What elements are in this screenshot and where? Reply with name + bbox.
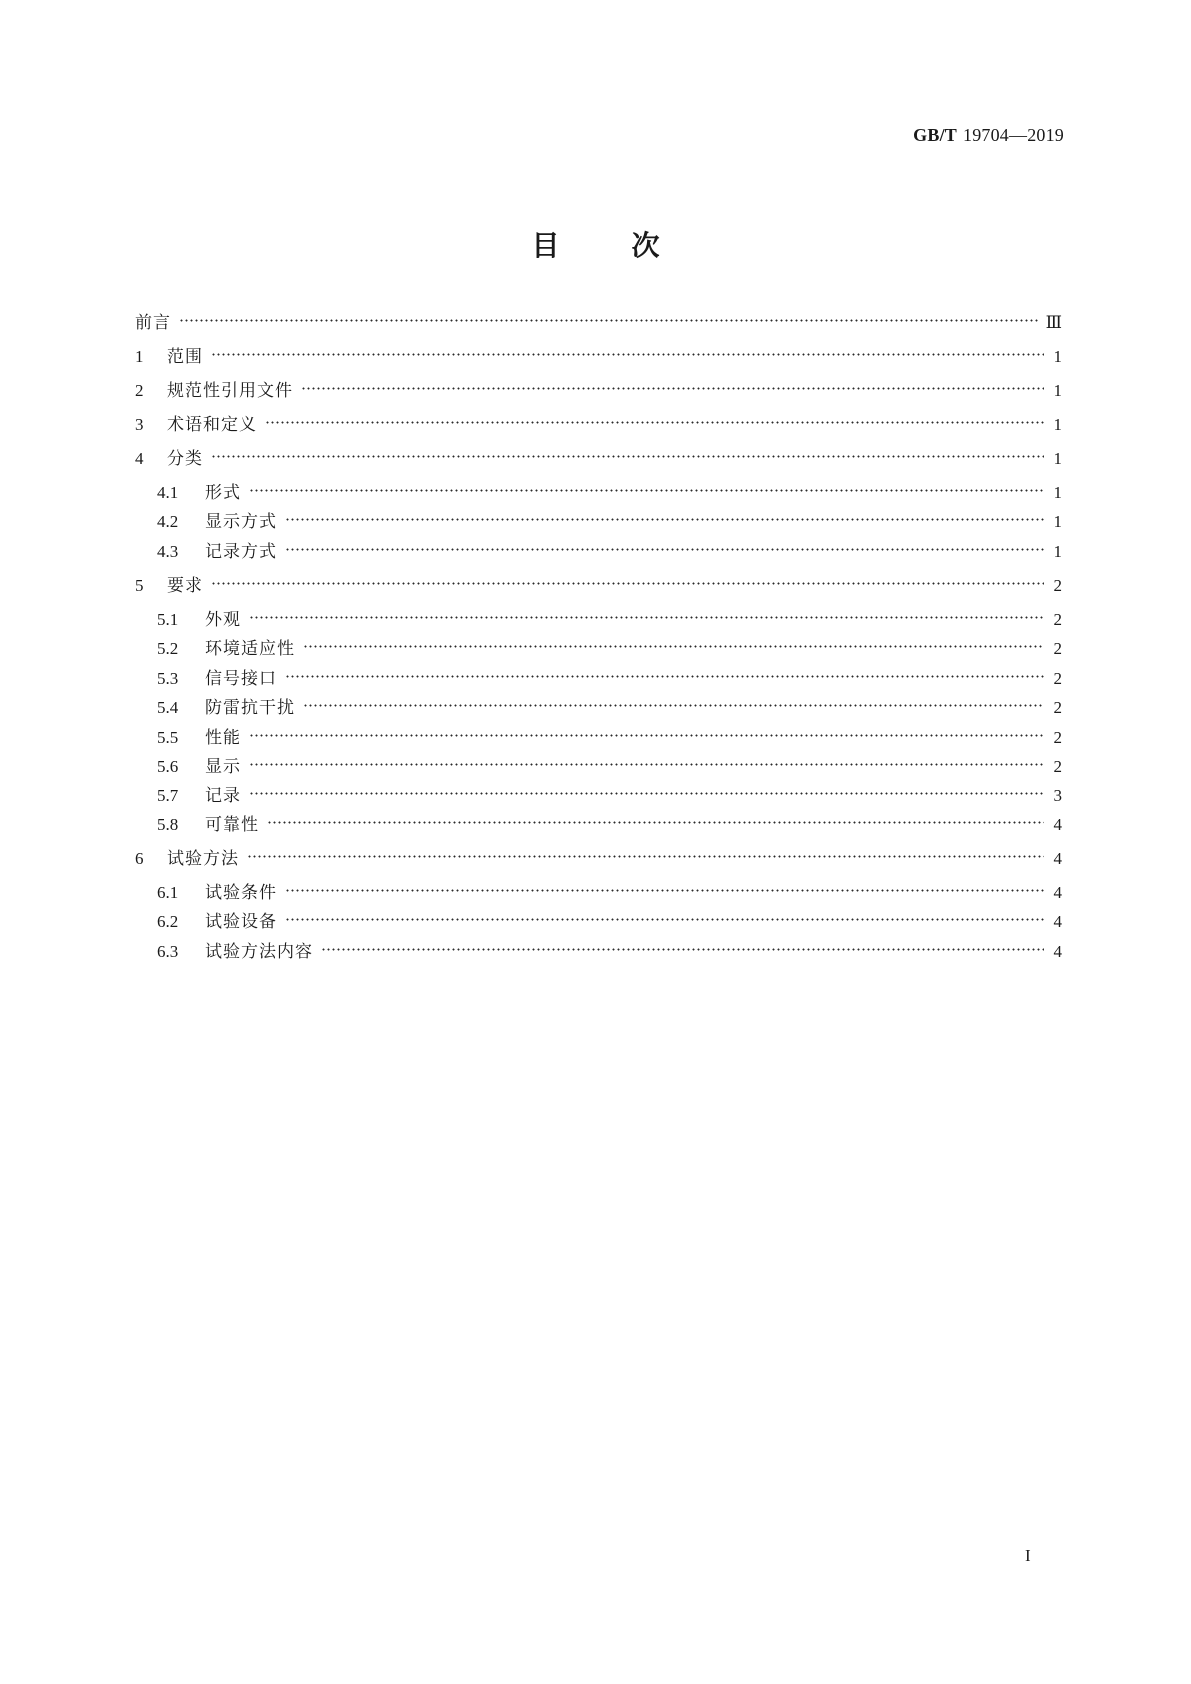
- toc-entry-page: 1: [1053, 483, 1062, 502]
- standard-code: [913, 125, 1064, 146]
- toc-entry-label: 试验方法内容: [205, 942, 313, 962]
- toc-entry-leader-dots: [285, 903, 1044, 927]
- toc-entry-number: 4.3: [157, 542, 179, 561]
- toc-entry[interactable]: [157, 533, 1062, 562]
- toc-entry-number: 6: [135, 849, 144, 868]
- toc-entry-number: 4.2: [157, 512, 179, 531]
- toc-entry[interactable]: [135, 372, 1062, 401]
- toc-entry[interactable]: [157, 503, 1062, 532]
- toc-entry-label: 可靠性: [205, 815, 259, 835]
- toc-entry-label: 记录: [205, 786, 241, 806]
- toc-entry-number: 5.7: [157, 786, 179, 805]
- toc-entry-page: 1: [1053, 449, 1062, 468]
- toc-entry[interactable]: [157, 748, 1062, 777]
- toc-entry-label: 规范性引用文件: [167, 381, 293, 401]
- toc-entry-leader-dots: [211, 567, 1044, 591]
- toc-entry-number: 5.2: [157, 639, 179, 658]
- toc-entry[interactable]: [157, 933, 1062, 962]
- toc-entry-page: 4: [1053, 883, 1062, 902]
- toc-entry[interactable]: [157, 630, 1062, 659]
- toc-entry-leader-dots: [179, 304, 1038, 328]
- toc-entry-page: 2: [1053, 669, 1062, 688]
- toc-entry-label: 试验方法: [167, 849, 239, 869]
- toc-entry-leader-dots: [303, 630, 1044, 654]
- toc-entry[interactable]: [135, 567, 1062, 596]
- toc-entry-label: 防雷抗干扰: [205, 698, 295, 718]
- toc-entry-number: 6.3: [157, 942, 179, 961]
- toc-entry-page: 2: [1053, 610, 1062, 629]
- toc-entry-label: 信号接口: [205, 669, 277, 689]
- toc-entry-page: 1: [1053, 381, 1062, 400]
- toc-entry-leader-dots: [285, 660, 1044, 684]
- toc-entry-page: 1: [1053, 347, 1062, 366]
- toc-entry-label: 显示方式: [205, 512, 277, 532]
- toc-entry[interactable]: [157, 601, 1062, 630]
- toc-entry-label: 试验条件: [205, 883, 277, 903]
- toc-entry[interactable]: [157, 474, 1062, 503]
- toc-entry-page: 1: [1053, 542, 1062, 561]
- toc-entry-label: 外观: [205, 610, 241, 630]
- toc-entry-page: 2: [1053, 576, 1062, 595]
- toc-entry-page: 2: [1053, 698, 1062, 717]
- toc-entry-page: 2: [1053, 728, 1062, 747]
- toc-entry-leader-dots: [211, 440, 1044, 464]
- toc-entry-leader-dots: [249, 601, 1044, 625]
- toc-entry-leader-dots: [249, 748, 1044, 772]
- toc-entry-leader-dots: [249, 474, 1044, 498]
- toc-entry-number: 5.1: [157, 610, 179, 629]
- page-number: I: [1025, 1546, 1031, 1565]
- toc-entry-label: 分类: [167, 449, 203, 469]
- toc-entry[interactable]: [157, 806, 1062, 835]
- toc-entry-leader-dots: [265, 406, 1044, 430]
- toc-entry-leader-dots: [211, 338, 1044, 362]
- page-title-char-1: 目: [531, 229, 560, 262]
- toc-entry-page: 1: [1053, 415, 1062, 434]
- toc-entry-label: 前言: [135, 313, 171, 333]
- toc-entry-label: 记录方式: [205, 542, 277, 562]
- toc-entry-number: 5.4: [157, 698, 179, 717]
- toc-entry-number: 5.6: [157, 757, 179, 776]
- toc-entry-page: 4: [1053, 849, 1062, 868]
- toc-entry-label: 形式: [205, 483, 241, 503]
- toc-entry[interactable]: [135, 406, 1062, 435]
- toc-entry-leader-dots: [321, 933, 1044, 957]
- toc-entry-leader-dots: [267, 806, 1044, 830]
- toc-entry-leader-dots: [285, 874, 1044, 898]
- toc-entry-number: 4.1: [157, 483, 179, 502]
- toc-entry-leader-dots: [249, 777, 1044, 801]
- toc-entry[interactable]: [157, 660, 1062, 689]
- standard-prefix: GB/T: [913, 125, 957, 145]
- toc-entry-leader-dots: [301, 372, 1044, 396]
- toc-entry-leader-dots: [303, 689, 1044, 713]
- toc-entry-number: 5.3: [157, 669, 179, 688]
- toc-entry[interactable]: [135, 304, 1062, 333]
- toc-entry-page: 4: [1053, 912, 1062, 931]
- toc-entry[interactable]: [157, 719, 1062, 748]
- toc-entry-label: 要求: [167, 576, 203, 596]
- page-title: [0, 224, 1191, 264]
- toc-entry[interactable]: [135, 338, 1062, 367]
- toc-entry-number: 6.1: [157, 883, 179, 902]
- toc-entry[interactable]: [157, 689, 1062, 718]
- toc-entry-label: 范围: [167, 347, 203, 367]
- toc-entry[interactable]: [157, 874, 1062, 903]
- toc-entry-leader-dots: [285, 503, 1044, 527]
- toc-entry-label: 显示: [205, 757, 241, 777]
- toc-entry-page: 2: [1053, 639, 1062, 658]
- toc-entry-number: 3: [135, 415, 144, 434]
- toc-entry-number: 5: [135, 576, 144, 595]
- toc-entry-number: 5.8: [157, 815, 179, 834]
- standard-number: 19704—2019: [963, 125, 1064, 145]
- toc-entry-page: 4: [1053, 942, 1062, 961]
- toc-entry-label: 术语和定义: [167, 415, 257, 435]
- toc-entry-number: 2: [135, 381, 144, 400]
- toc-entry-number: 4: [135, 449, 144, 468]
- toc-entry-page: 3: [1053, 786, 1062, 805]
- page-title-char-2: 次: [631, 229, 660, 262]
- toc-entry-leader-dots: [247, 840, 1044, 864]
- toc-entry-page: 2: [1053, 757, 1062, 776]
- toc-entry-number: 5.5: [157, 728, 179, 747]
- toc-entry-number: 1: [135, 347, 144, 366]
- toc-entry-label: 环境适应性: [205, 639, 295, 659]
- toc-entry-page: Ⅲ: [1045, 313, 1062, 332]
- toc-entry[interactable]: [157, 777, 1062, 806]
- toc-entry-label: 性能: [205, 728, 241, 748]
- toc-entry-leader-dots: [285, 533, 1044, 557]
- toc-entry-page: 4: [1053, 815, 1062, 834]
- toc-entry[interactable]: [157, 903, 1062, 932]
- toc-entry-page: 1: [1053, 512, 1062, 531]
- toc-entry[interactable]: [135, 440, 1062, 469]
- toc-entry-label: 试验设备: [205, 912, 277, 932]
- toc-entry[interactable]: [135, 840, 1062, 869]
- toc-entry-leader-dots: [249, 719, 1044, 743]
- toc-entry-number: 6.2: [157, 912, 179, 931]
